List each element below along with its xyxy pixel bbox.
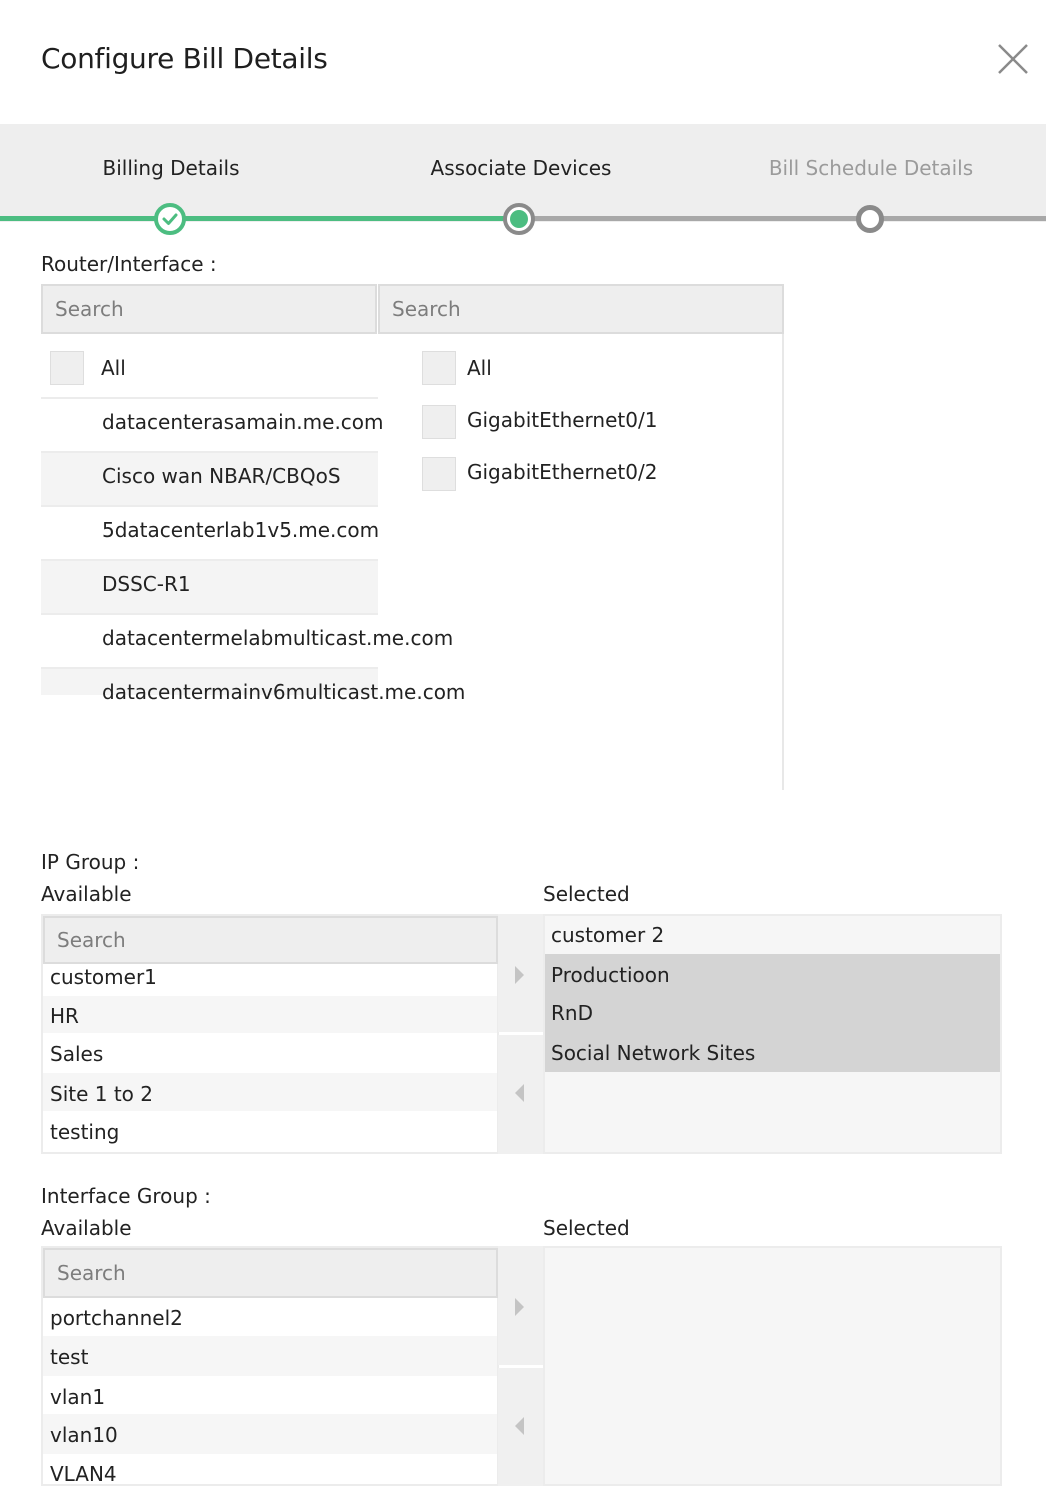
ip-group-selected-item[interactable]: Productioon xyxy=(545,954,1000,992)
ip-group-available-item[interactable]: testing xyxy=(50,1120,120,1144)
interface-checkbox[interactable] xyxy=(422,405,456,439)
step-bill-schedule-details[interactable]: Bill Schedule Details xyxy=(768,156,974,180)
device-all-checkbox[interactable] xyxy=(50,351,84,385)
ip-group-available-item[interactable]: customer1 xyxy=(50,965,157,989)
interface-group-label: Interface Group : xyxy=(41,1184,211,1208)
device-row[interactable]: datacentermelabmulticast.me.com xyxy=(41,613,378,667)
ip-group-available-label: Available xyxy=(41,882,132,906)
interface-group-selected-label: Selected xyxy=(543,1216,630,1240)
interface-checkbox[interactable] xyxy=(422,457,456,491)
progress-line-done xyxy=(0,216,520,221)
ip-group-label: IP Group : xyxy=(41,850,140,874)
interface-group-remove-button[interactable] xyxy=(498,1368,544,1486)
ip-group-search-input[interactable]: Search xyxy=(43,916,498,964)
ip-group-selected-label: Selected xyxy=(543,882,630,906)
interface-all-label: All xyxy=(467,356,492,380)
ip-group-selected-item[interactable]: RnD xyxy=(545,992,1000,1032)
device-row[interactable]: DSSC-R1 xyxy=(41,559,378,613)
interface-group-available-item[interactable]: vlan1 xyxy=(50,1385,106,1409)
device-all-label: All xyxy=(101,356,126,380)
interface-group-search-input[interactable]: Search xyxy=(43,1248,498,1298)
interface-group-available-item[interactable]: vlan10 xyxy=(43,1414,497,1454)
router-interface-label: Router/Interface : xyxy=(41,252,217,276)
ip-group-add-button[interactable] xyxy=(498,914,544,1032)
dialog-title: Configure Bill Details xyxy=(41,42,328,75)
device-row[interactable]: datacentermainv6multicast.me.com xyxy=(41,667,378,695)
interface-group-available-label: Available xyxy=(41,1216,132,1240)
arrow-left-icon xyxy=(515,1417,524,1435)
interface-group-available-item[interactable]: test xyxy=(43,1336,497,1376)
arrow-right-icon xyxy=(515,966,524,984)
progress-line-pending xyxy=(520,216,1046,221)
ip-group-available-item[interactable]: HR xyxy=(43,996,497,1033)
close-icon[interactable] xyxy=(994,40,1032,78)
arrow-right-icon xyxy=(515,1298,524,1316)
interface-label: GigabitEthernet0/1 xyxy=(467,408,658,432)
interface-search-input[interactable]: Search xyxy=(378,284,784,334)
device-search-input[interactable]: Search xyxy=(41,284,377,334)
arrow-left-icon xyxy=(515,1084,524,1102)
panel-divider xyxy=(782,334,784,790)
ip-group-selected-item[interactable]: Social Network Sites xyxy=(545,1032,1000,1072)
interface-group-selected-list xyxy=(543,1246,1002,1486)
ip-group-available-item[interactable]: Site 1 to 2 xyxy=(43,1073,497,1111)
step-current-icon xyxy=(503,203,535,235)
interface-label: GigabitEthernet0/2 xyxy=(467,460,658,484)
step-associate-devices[interactable]: Associate Devices xyxy=(430,156,612,180)
ip-group-available-item[interactable]: Sales xyxy=(50,1042,104,1066)
ip-group-remove-button[interactable] xyxy=(498,1035,544,1154)
interface-all-checkbox[interactable] xyxy=(422,351,456,385)
device-row[interactable]: datacenterasamain.me.com xyxy=(41,397,378,451)
step-pending-icon xyxy=(856,205,884,233)
device-row[interactable]: Cisco wan NBAR/CBQoS xyxy=(41,451,378,505)
step-check-icon xyxy=(154,203,186,235)
interface-group-available-item[interactable]: portchannel2 xyxy=(50,1306,183,1330)
ip-group-selected-item[interactable]: customer 2 xyxy=(551,923,665,947)
device-row[interactable]: 5datacenterlab1v5.me.com xyxy=(41,505,378,559)
step-billing-details[interactable]: Billing Details xyxy=(102,156,240,180)
interface-group-available-item[interactable]: VLAN4 xyxy=(50,1462,117,1486)
interface-group-add-button[interactable] xyxy=(498,1246,544,1365)
